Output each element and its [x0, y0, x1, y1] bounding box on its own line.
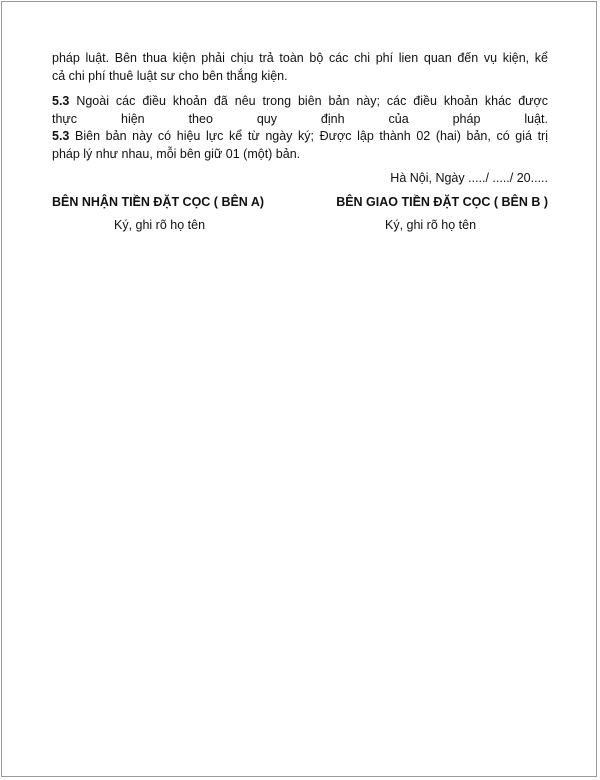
party-b-sign-note: Ký, ghi rõ họ tên: [385, 218, 477, 232]
party-a-title: BÊN NHẬN TIỀN ĐẶT CỌC ( BÊN A): [52, 194, 265, 209]
clause-5-3-a-line1: [52, 93, 548, 111]
date-line: Hà Nội, Ngày ...../ ...../ 20.....: [390, 171, 548, 185]
document-content: [52, 50, 548, 235]
party-b-title: BÊN GIAO TIỀN ĐẶT CỌC ( BÊN B ): [336, 194, 548, 209]
clause-5-3-b-line2: pháp lý như nhau, mỗi bên giữ 01 (một) bản.: [52, 146, 301, 161]
clause-number: 5.3: [52, 94, 70, 108]
party-a-sign-note: Ký, ghi rõ họ tên: [114, 218, 206, 232]
paragraph-line: pháp luật. Bên thua kiện phải chịu trả toàn bộ các chi phí lien quan đến vụ kiện, kể: [52, 51, 548, 65]
clause-5-3-b-line1: [52, 128, 548, 146]
signature-row: [52, 194, 548, 235]
spacer: [52, 85, 548, 93]
clause-text: Ngoài các điều khoản đã nêu trong biên bản này; các điều khoản khác được: [69, 94, 548, 108]
party-b-block: [300, 194, 548, 235]
clause-5-3-a-line2: thực hiện theo quy định của pháp luật.: [52, 111, 548, 126]
clause-text: Biên bản này có hiệu lực kể từ ngày ký; Được lập thành 02 (hai) bản, có giá trị: [69, 129, 548, 143]
paragraph-line: cả chi phí thuê luật sư cho bên thắng kiện.: [52, 68, 288, 83]
clause-number: 5.3: [52, 129, 70, 143]
party-a-block: [52, 194, 300, 235]
